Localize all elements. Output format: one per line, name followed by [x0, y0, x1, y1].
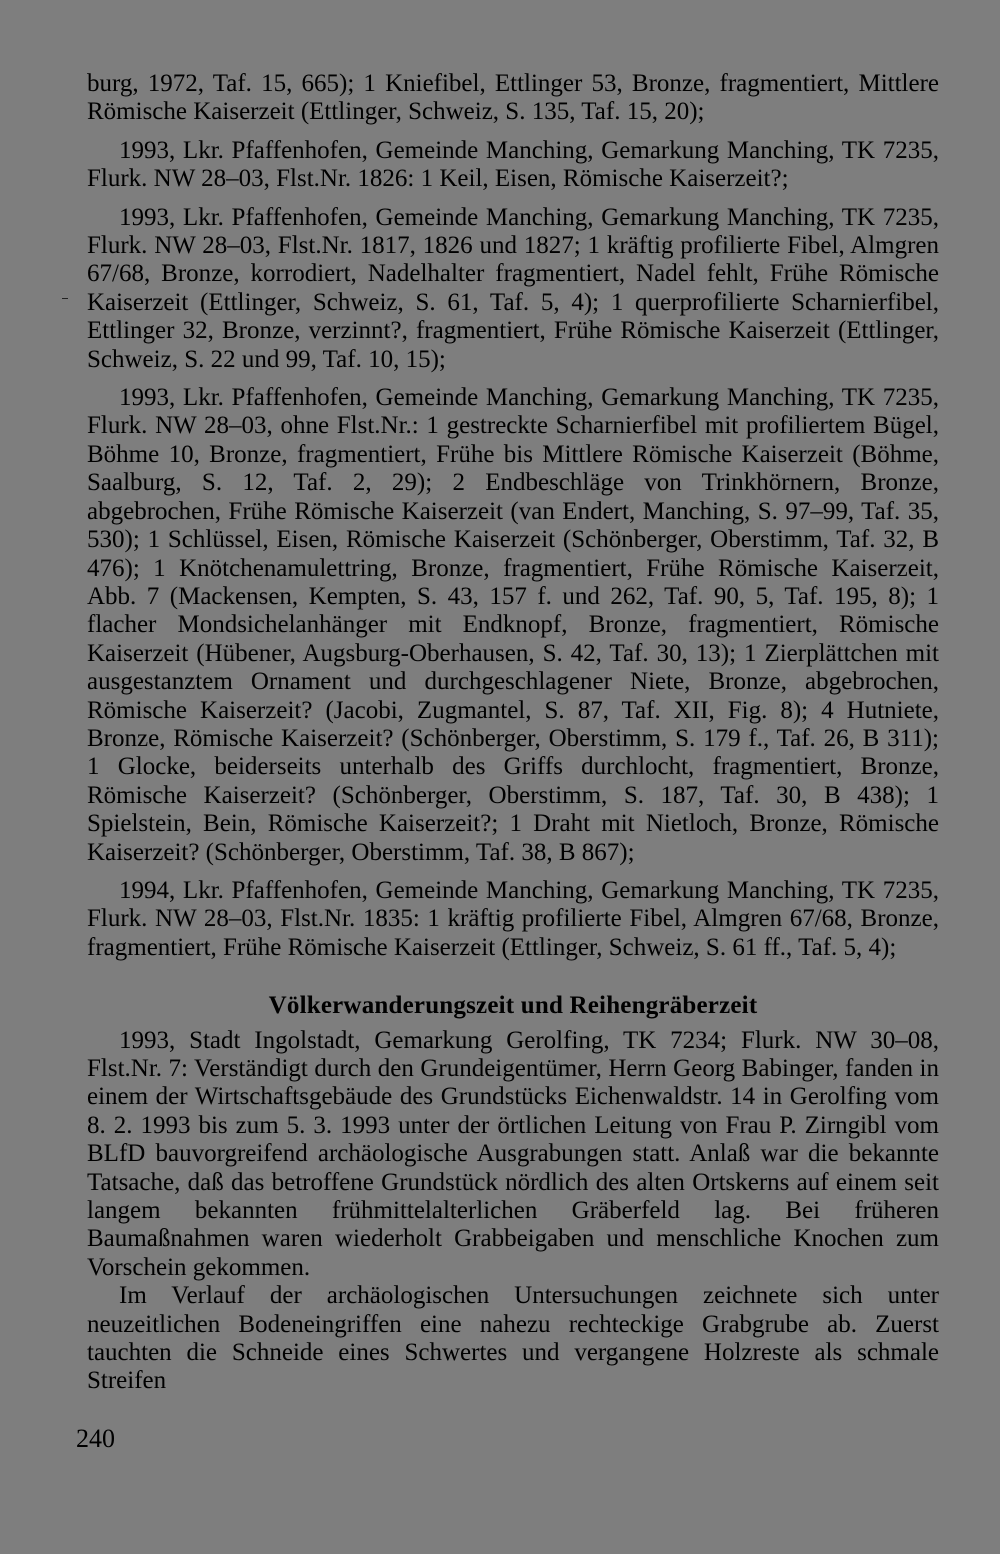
margin-mark: [62, 298, 68, 299]
paragraph-find-1993-keil: 1993, Lkr. Pfaffenhofen, Gemeinde Manching, Gemarkung Manching, TK 7235, Flurk. NW 28–03, Flst.Nr. 1826: 1 Keil, Eisen, Römische Kaiserzeit?;: [87, 136, 939, 193]
paragraph-find-1993-ohne-flst: 1993, Lkr. Pfaffenhofen, Gemeinde Manching, Gemarkung Manching, TK 7235, Flurk. NW 28–03, ohne Flst.Nr.: 1 gestreckte Scharnierfibel mit profiliertem Bügel, Böhme 10, Bronze, fragmentiert, Frühe bis Mittlere Römische Kaiserzeit (Böhme, Saalburg, S. 12, Taf. 2, 29); 2 Endbeschläge von Trinkhörnern, Bronze, abgebrochen, Frühe Römische Kaiserzeit (van Endert, Manching, S. 97–99, Taf. 35, 530); 1 Schlüssel, Eisen, Römische Kaiserzeit (Schönberger, Oberstimm, Taf. 32, B 476); 1 Knötchenamulettring, Bronze, fragmentiert, Frühe Römische Kaiserzeit, Abb. 7 (Mackensen, Kempten, S. 43, 157 f. und 262, Taf. 90, 5, Taf. 195, 8); 1 flacher Mondsichelanhänger mit Endknopf, Bronze, fragmentiert, Römische Kaiserzeit (Hübener, Augsburg-Oberhausen, S. 42, Taf. 30, 13); 1 Zierplättchen mit ausgestanztem Ornament und durchgeschlagener Niete, Bronze, abgebrochen, Römische Kaiserzeit? (Jacobi, Zugmantel, S. 87, Taf. XII, Fig. 8); 4 Hutniete, Bronze, Römische Kaiserzeit? (Schönberger, Oberstimm, S. 179 f., Taf. 26, B 311); 1 Glocke, beiderseits unterhalb des Griffs durchlocht, fragmentiert, Bronze, Römische Kaiserzeit? (Schönberger, Oberstimm, S. 187, Taf. 30, B 438); 1 Spielstein, Bein, Römische Kaiserzeit?; 1 Draht mit Nietloch, Bronze, Römische Kaiserzeit? (Schönberger, Oberstimm, Taf. 38, B 867);: [87, 384, 939, 866]
paragraph-gerolfing: 1993, Stadt Ingolstadt, Gemarkung Gerolfing, TK 7234; Flurk. NW 30–08, Flst.Nr. 7: Verständigt durch den Grundeigentümer, Herrn Georg Babinger, fanden in einem der Wirtschaftsgebäude des Grundstücks Eichenwaldstr. 14 in Gerolfing vom 8. 2. 1993 bis zum 5. 3. 1993 unter der örtlichen Leitung von Frau P. Zirngibl vom BLfD bauvorgreifend archäologische Ausgrabungen statt. Anlaß war die bekannte Tatsache, daß das betroffene Grundstück nördlich des alten Ortskerns auf einem seit langem bekannten frühmittelalterlichen Gräberfeld lag. Bei früheren Baumaßnahmen waren wiederholt Grabbeigaben und menschliche Knochen zum Vorschein gekommen.: [87, 1026, 939, 1281]
page-body: [87, 70, 939, 1396]
section-heading: Völkerwanderungszeit und Reihengräberzeit: [268, 992, 758, 1020]
paragraph-find-1993-fibel: 1993, Lkr. Pfaffenhofen, Gemeinde Manching, Gemarkung Manching, TK 7235, Flurk. NW 28–03, Flst.Nr. 1817, 1826 und 1827; 1 kräftig profilierte Fibel, Almgren 67/68, Bronze, korrodiert, Nadelhalter fragmentiert, Nadel fehlt, Frühe Römische Kaiserzeit (Ettlinger, Schweiz, S. 61, Taf. 5, 4); 1 querprofilierte Scharnierfibel, Ettlinger 32, Bronze, verzinnt?, fragmentiert, Frühe Römische Kaiserzeit (Ettlinger, Schweiz, S. 22 und 99, Taf. 10, 15);: [87, 203, 939, 373]
paragraph-find-1994: 1994, Lkr. Pfaffenhofen, Gemeinde Manching, Gemarkung Manching, TK 7235, Flurk. NW 28–03, Flst.Nr. 1835: 1 kräftig profilierte Fibel, Almgren 67/68, Bronze, fragmentiert, Frühe Römische Kaiserzeit (Ettlinger, Schweiz, S. 61 ff., Taf. 5, 4);: [87, 876, 939, 961]
paragraph-continuation: burg, 1972, Taf. 15, 665); 1 Kniefibel, Ettlinger 53, Bronze, fragmentiert, Mittlere Römische Kaiserzeit (Ettlinger, Schweiz, S. 135, Taf. 15, 20);: [87, 70, 939, 126]
paragraph-untersuchungen: Im Verlauf der archäologischen Untersuchungen zeichnete sich unter neuzeitlichen Bodeneingriffen eine nahezu rechteckige Grabgrube ab. Zuerst tauchten die Schneide eines Schwertes und vergangene Holzreste als schmale Streifen: [87, 1282, 939, 1395]
page-number: 240: [76, 1424, 115, 1453]
